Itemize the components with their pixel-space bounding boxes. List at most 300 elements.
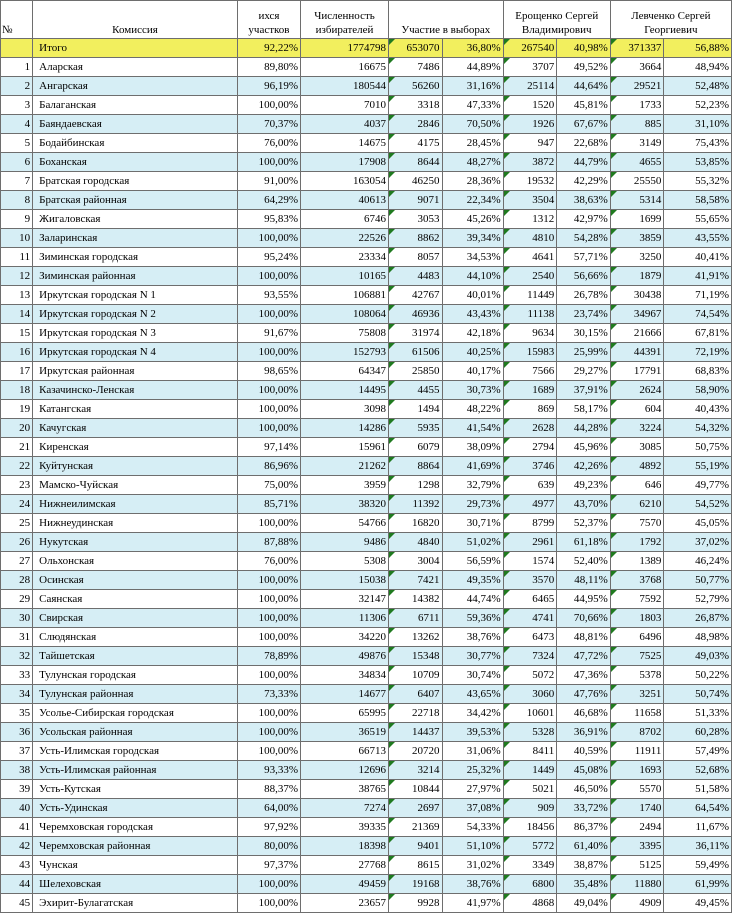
row-num: 21 <box>1 438 33 457</box>
voters-cell: 66713 <box>301 742 389 761</box>
total-turnout: 36,80% <box>442 39 503 58</box>
commission-name: Нижнеудинская <box>33 514 238 533</box>
votes-cell: 4175 <box>388 134 442 153</box>
table-row <box>1 115 732 134</box>
row-num: 11 <box>1 248 33 267</box>
c1-votes-cell: 4977 <box>503 495 557 514</box>
precincts-cell: 75,00% <box>237 476 300 495</box>
table-row <box>1 571 732 590</box>
commission-name: Братская городская <box>33 172 238 191</box>
precincts-cell: 100,00% <box>237 419 300 438</box>
votes-cell: 16820 <box>388 514 442 533</box>
row-num: 36 <box>1 723 33 742</box>
total-c1-votes: 267540 <box>503 39 557 58</box>
precincts-cell: 87,88% <box>237 533 300 552</box>
c2-votes-cell: 5570 <box>610 780 664 799</box>
commission-name: Боханская <box>33 153 238 172</box>
table-row <box>1 58 732 77</box>
total-name: Итого <box>33 39 238 58</box>
row-num: 5 <box>1 134 33 153</box>
turnout-cell: 30,77% <box>442 647 503 666</box>
precincts-cell: 100,00% <box>237 704 300 723</box>
turnout-cell: 41,97% <box>442 894 503 913</box>
c1-votes-cell: 909 <box>503 799 557 818</box>
c2-pct-cell: 49,03% <box>664 647 732 666</box>
c1-pct-cell: 61,18% <box>557 533 611 552</box>
votes-cell: 4455 <box>388 381 442 400</box>
c2-pct-cell: 26,87% <box>664 609 732 628</box>
turnout-cell: 34,53% <box>442 248 503 267</box>
turnout-cell: 51,10% <box>442 837 503 856</box>
total-votes: 653070 <box>388 39 442 58</box>
c1-pct-cell: 36,91% <box>557 723 611 742</box>
votes-cell: 21369 <box>388 818 442 837</box>
c2-pct-cell: 72,19% <box>664 343 732 362</box>
c2-votes-cell: 1803 <box>610 609 664 628</box>
table-row <box>1 267 732 286</box>
c1-votes-cell: 639 <box>503 476 557 495</box>
c2-pct-cell: 54,32% <box>664 419 732 438</box>
votes-cell: 6711 <box>388 609 442 628</box>
votes-cell: 25850 <box>388 362 442 381</box>
c2-votes-cell: 604 <box>610 400 664 419</box>
precincts-cell: 100,00% <box>237 571 300 590</box>
c2-votes-cell: 3251 <box>610 685 664 704</box>
c2-pct-cell: 58,58% <box>664 191 732 210</box>
turnout-cell: 48,27% <box>442 153 503 172</box>
c1-votes-cell: 25114 <box>503 77 557 96</box>
votes-cell: 11392 <box>388 495 442 514</box>
c2-votes-cell: 6496 <box>610 628 664 647</box>
c2-votes-cell: 11911 <box>610 742 664 761</box>
row-num: 3 <box>1 96 33 115</box>
commission-name: Нукутская <box>33 533 238 552</box>
c2-pct-cell: 51,58% <box>664 780 732 799</box>
votes-cell: 9401 <box>388 837 442 856</box>
precincts-cell: 64,29% <box>237 191 300 210</box>
turnout-cell: 38,76% <box>442 628 503 647</box>
precincts-cell: 100,00% <box>237 742 300 761</box>
votes-cell: 7486 <box>388 58 442 77</box>
precincts-cell: 91,67% <box>237 324 300 343</box>
commission-name: Катангская <box>33 400 238 419</box>
votes-cell: 10709 <box>388 666 442 685</box>
c2-pct-cell: 40,41% <box>664 248 732 267</box>
voters-cell: 3098 <box>301 400 389 419</box>
precincts-cell: 100,00% <box>237 666 300 685</box>
c1-votes-cell: 1689 <box>503 381 557 400</box>
c1-votes-cell: 1926 <box>503 115 557 134</box>
c2-votes-cell: 44391 <box>610 343 664 362</box>
commission-name: Мамско-Чуйская <box>33 476 238 495</box>
c2-votes-cell: 11658 <box>610 704 664 723</box>
c1-pct-cell: 49,23% <box>557 476 611 495</box>
c1-pct-cell: 48,81% <box>557 628 611 647</box>
row-num: 4 <box>1 115 33 134</box>
voters-cell: 64347 <box>301 362 389 381</box>
voters-cell: 14675 <box>301 134 389 153</box>
turnout-cell: 42,18% <box>442 324 503 343</box>
votes-cell: 3318 <box>388 96 442 115</box>
voters-cell: 18398 <box>301 837 389 856</box>
voters-cell: 180544 <box>301 77 389 96</box>
table-row <box>1 457 732 476</box>
c1-votes-cell: 4641 <box>503 248 557 267</box>
votes-cell: 9928 <box>388 894 442 913</box>
turnout-cell: 51,02% <box>442 533 503 552</box>
turnout-cell: 32,79% <box>442 476 503 495</box>
votes-cell: 4483 <box>388 267 442 286</box>
votes-cell: 6079 <box>388 438 442 457</box>
commission-name: Ольхонская <box>33 552 238 571</box>
turnout-cell: 40,17% <box>442 362 503 381</box>
precincts-cell: 97,92% <box>237 818 300 837</box>
row-num: 35 <box>1 704 33 723</box>
voters-cell: 106881 <box>301 286 389 305</box>
c2-votes-cell: 8702 <box>610 723 664 742</box>
c2-votes-cell: 3395 <box>610 837 664 856</box>
c1-votes-cell: 3707 <box>503 58 557 77</box>
table-row <box>1 704 732 723</box>
c2-votes-cell: 25550 <box>610 172 664 191</box>
row-num: 10 <box>1 229 33 248</box>
precincts-cell: 100,00% <box>237 400 300 419</box>
voters-cell: 49459 <box>301 875 389 894</box>
row-num: 9 <box>1 210 33 229</box>
voters-cell: 11306 <box>301 609 389 628</box>
c1-votes-cell: 947 <box>503 134 557 153</box>
c1-votes-cell: 1312 <box>503 210 557 229</box>
c2-pct-cell: 43,55% <box>664 229 732 248</box>
table-body <box>1 39 732 913</box>
c2-votes-cell: 1389 <box>610 552 664 571</box>
row-num: 14 <box>1 305 33 324</box>
votes-cell: 1298 <box>388 476 442 495</box>
voters-cell: 163054 <box>301 172 389 191</box>
row-num: 24 <box>1 495 33 514</box>
c1-votes-cell: 18456 <box>503 818 557 837</box>
commission-name: Иркутская городская N 2 <box>33 305 238 324</box>
precincts-cell: 73,33% <box>237 685 300 704</box>
table-row <box>1 495 732 514</box>
c1-pct-cell: 47,76% <box>557 685 611 704</box>
turnout-cell: 70,50% <box>442 115 503 134</box>
commission-name: Иркутская городская N 3 <box>33 324 238 343</box>
c1-votes-cell: 1574 <box>503 552 557 571</box>
c1-pct-cell: 29,27% <box>557 362 611 381</box>
header-candidate1: Ерощенко Сергей Владимирович <box>503 1 610 39</box>
table-row <box>1 419 732 438</box>
c1-pct-cell: 23,74% <box>557 305 611 324</box>
row-num: 7 <box>1 172 33 191</box>
c2-pct-cell: 67,81% <box>664 324 732 343</box>
c1-votes-cell: 4810 <box>503 229 557 248</box>
turnout-cell: 43,65% <box>442 685 503 704</box>
table-row <box>1 438 732 457</box>
table-row <box>1 875 732 894</box>
c1-pct-cell: 44,28% <box>557 419 611 438</box>
total-c2-votes: 371337 <box>610 39 664 58</box>
header-precincts: ихся участков <box>237 1 300 39</box>
header-row <box>1 1 732 39</box>
c2-votes-cell: 2494 <box>610 818 664 837</box>
turnout-cell: 39,34% <box>442 229 503 248</box>
c2-votes-cell: 646 <box>610 476 664 495</box>
commission-name: Качугская <box>33 419 238 438</box>
table-row <box>1 229 732 248</box>
turnout-cell: 25,32% <box>442 761 503 780</box>
c1-pct-cell: 49,04% <box>557 894 611 913</box>
c1-pct-cell: 37,91% <box>557 381 611 400</box>
table-row <box>1 400 732 419</box>
c1-pct-cell: 42,29% <box>557 172 611 191</box>
voters-cell: 54766 <box>301 514 389 533</box>
c2-pct-cell: 48,98% <box>664 628 732 647</box>
row-num: 28 <box>1 571 33 590</box>
c1-pct-cell: 54,28% <box>557 229 611 248</box>
row-num: 32 <box>1 647 33 666</box>
commission-name: Свирская <box>33 609 238 628</box>
c2-votes-cell: 3250 <box>610 248 664 267</box>
turnout-cell: 38,76% <box>442 875 503 894</box>
turnout-cell: 39,53% <box>442 723 503 742</box>
c1-votes-cell: 869 <box>503 400 557 419</box>
table-row <box>1 210 732 229</box>
c2-pct-cell: 55,19% <box>664 457 732 476</box>
voters-cell: 38320 <box>301 495 389 514</box>
row-num: 42 <box>1 837 33 856</box>
voters-cell: 38765 <box>301 780 389 799</box>
c1-pct-cell: 46,50% <box>557 780 611 799</box>
c2-votes-cell: 5125 <box>610 856 664 875</box>
c1-pct-cell: 45,81% <box>557 96 611 115</box>
commission-name: Куйтунская <box>33 457 238 476</box>
c2-votes-cell: 3224 <box>610 419 664 438</box>
table-row <box>1 476 732 495</box>
c1-pct-cell: 40,59% <box>557 742 611 761</box>
voters-cell: 15038 <box>301 571 389 590</box>
table-row <box>1 780 732 799</box>
voters-cell: 34834 <box>301 666 389 685</box>
voters-cell: 14286 <box>301 419 389 438</box>
c2-pct-cell: 50,75% <box>664 438 732 457</box>
table-row <box>1 77 732 96</box>
turnout-cell: 40,01% <box>442 286 503 305</box>
c1-votes-cell: 3570 <box>503 571 557 590</box>
precincts-cell: 100,00% <box>237 723 300 742</box>
precincts-cell: 96,19% <box>237 77 300 96</box>
row-num: 26 <box>1 533 33 552</box>
c1-votes-cell: 9634 <box>503 324 557 343</box>
commission-name: Ангарская <box>33 77 238 96</box>
votes-cell: 46250 <box>388 172 442 191</box>
votes-cell: 61506 <box>388 343 442 362</box>
precincts-cell: 80,00% <box>237 837 300 856</box>
c2-pct-cell: 31,10% <box>664 115 732 134</box>
votes-cell: 14437 <box>388 723 442 742</box>
c1-pct-cell: 35,48% <box>557 875 611 894</box>
c1-pct-cell: 70,66% <box>557 609 611 628</box>
commission-name: Аларская <box>33 58 238 77</box>
c1-votes-cell: 4741 <box>503 609 557 628</box>
commission-name: Усть-Кутская <box>33 780 238 799</box>
voters-cell: 75808 <box>301 324 389 343</box>
turnout-cell: 56,59% <box>442 552 503 571</box>
c1-votes-cell: 5772 <box>503 837 557 856</box>
row-num: 33 <box>1 666 33 685</box>
voters-cell: 23657 <box>301 894 389 913</box>
precincts-cell: 64,00% <box>237 799 300 818</box>
commission-name: Усть-Илимская городская <box>33 742 238 761</box>
c1-pct-cell: 52,40% <box>557 552 611 571</box>
votes-cell: 9071 <box>388 191 442 210</box>
c2-pct-cell: 53,85% <box>664 153 732 172</box>
table-row <box>1 343 732 362</box>
c2-pct-cell: 11,67% <box>664 818 732 837</box>
table-row <box>1 894 732 913</box>
c2-pct-cell: 74,54% <box>664 305 732 324</box>
voters-cell: 7010 <box>301 96 389 115</box>
precincts-cell: 89,80% <box>237 58 300 77</box>
voters-cell: 16675 <box>301 58 389 77</box>
c1-pct-cell: 67,67% <box>557 115 611 134</box>
precincts-cell: 93,33% <box>237 761 300 780</box>
voters-cell: 12696 <box>301 761 389 780</box>
voters-cell: 3959 <box>301 476 389 495</box>
c2-pct-cell: 48,94% <box>664 58 732 77</box>
header-num: № <box>1 1 33 39</box>
commission-name: Тайшетская <box>33 647 238 666</box>
c2-pct-cell: 50,77% <box>664 571 732 590</box>
c1-votes-cell: 4868 <box>503 894 557 913</box>
c2-pct-cell: 64,54% <box>664 799 732 818</box>
turnout-cell: 38,09% <box>442 438 503 457</box>
c2-votes-cell: 5314 <box>610 191 664 210</box>
votes-cell: 8862 <box>388 229 442 248</box>
c2-votes-cell: 1792 <box>610 533 664 552</box>
turnout-cell: 29,73% <box>442 495 503 514</box>
row-num: 31 <box>1 628 33 647</box>
table-row <box>1 818 732 837</box>
precincts-cell: 100,00% <box>237 267 300 286</box>
c1-votes-cell: 1520 <box>503 96 557 115</box>
c1-votes-cell: 2540 <box>503 267 557 286</box>
c2-pct-cell: 52,79% <box>664 590 732 609</box>
c1-votes-cell: 3060 <box>503 685 557 704</box>
row-num: 8 <box>1 191 33 210</box>
c2-pct-cell: 40,43% <box>664 400 732 419</box>
c1-pct-cell: 47,72% <box>557 647 611 666</box>
commission-name: Зиминская районная <box>33 267 238 286</box>
row-num: 2 <box>1 77 33 96</box>
c1-pct-cell: 38,87% <box>557 856 611 875</box>
c2-pct-cell: 54,52% <box>664 495 732 514</box>
c2-pct-cell: 59,49% <box>664 856 732 875</box>
votes-cell: 8615 <box>388 856 442 875</box>
row-num: 38 <box>1 761 33 780</box>
precincts-cell: 97,37% <box>237 856 300 875</box>
c2-votes-cell: 34967 <box>610 305 664 324</box>
commission-name: Осинская <box>33 571 238 590</box>
table-row <box>1 533 732 552</box>
row-num: 20 <box>1 419 33 438</box>
total-c1-pct: 40,98% <box>557 39 611 58</box>
precincts-cell: 95,83% <box>237 210 300 229</box>
row-num: 39 <box>1 780 33 799</box>
c2-pct-cell: 41,91% <box>664 267 732 286</box>
precincts-cell: 100,00% <box>237 894 300 913</box>
turnout-cell: 28,45% <box>442 134 503 153</box>
c1-votes-cell: 8799 <box>503 514 557 533</box>
commission-name: Усть-Удинская <box>33 799 238 818</box>
voters-cell: 32147 <box>301 590 389 609</box>
row-num: 12 <box>1 267 33 286</box>
precincts-cell: 76,00% <box>237 552 300 571</box>
precincts-cell: 100,00% <box>237 305 300 324</box>
votes-cell: 3053 <box>388 210 442 229</box>
c1-pct-cell: 44,64% <box>557 77 611 96</box>
c2-votes-cell: 1699 <box>610 210 664 229</box>
c2-votes-cell: 1733 <box>610 96 664 115</box>
c2-pct-cell: 37,02% <box>664 533 732 552</box>
header-commission: Комиссия <box>33 1 238 39</box>
table-row <box>1 191 732 210</box>
table-row <box>1 96 732 115</box>
c1-pct-cell: 58,17% <box>557 400 611 419</box>
voters-cell: 5308 <box>301 552 389 571</box>
precincts-cell: 95,24% <box>237 248 300 267</box>
turnout-cell: 44,10% <box>442 267 503 286</box>
votes-cell: 13262 <box>388 628 442 647</box>
header-voters: Численность избирателей <box>301 1 389 39</box>
table-row <box>1 552 732 571</box>
turnout-cell: 37,08% <box>442 799 503 818</box>
table-row <box>1 723 732 742</box>
turnout-cell: 27,97% <box>442 780 503 799</box>
table-row <box>1 590 732 609</box>
precincts-cell: 100,00% <box>237 609 300 628</box>
c1-pct-cell: 86,37% <box>557 818 611 837</box>
commission-name: Тулунская районная <box>33 685 238 704</box>
votes-cell: 46936 <box>388 305 442 324</box>
c1-votes-cell: 6473 <box>503 628 557 647</box>
row-num: 22 <box>1 457 33 476</box>
c2-pct-cell: 52,23% <box>664 96 732 115</box>
votes-cell: 4840 <box>388 533 442 552</box>
commission-name: Иркутская городская N 1 <box>33 286 238 305</box>
precincts-cell: 70,37% <box>237 115 300 134</box>
voters-cell: 14495 <box>301 381 389 400</box>
commission-name: Усолье-Сибирская городская <box>33 704 238 723</box>
c2-votes-cell: 6210 <box>610 495 664 514</box>
table-row <box>1 761 732 780</box>
precincts-cell: 88,37% <box>237 780 300 799</box>
c1-votes-cell: 10601 <box>503 704 557 723</box>
header-participation: Участие в выборах <box>388 1 503 39</box>
c1-votes-cell: 5072 <box>503 666 557 685</box>
c1-votes-cell: 11138 <box>503 305 557 324</box>
c1-votes-cell: 7566 <box>503 362 557 381</box>
c2-pct-cell: 49,45% <box>664 894 732 913</box>
table-row <box>1 362 732 381</box>
total-precincts: 92,22% <box>237 39 300 58</box>
voters-cell: 17908 <box>301 153 389 172</box>
c1-pct-cell: 44,95% <box>557 590 611 609</box>
precincts-cell: 100,00% <box>237 96 300 115</box>
row-num: 1 <box>1 58 33 77</box>
precincts-cell: 100,00% <box>237 343 300 362</box>
c2-votes-cell: 7570 <box>610 514 664 533</box>
